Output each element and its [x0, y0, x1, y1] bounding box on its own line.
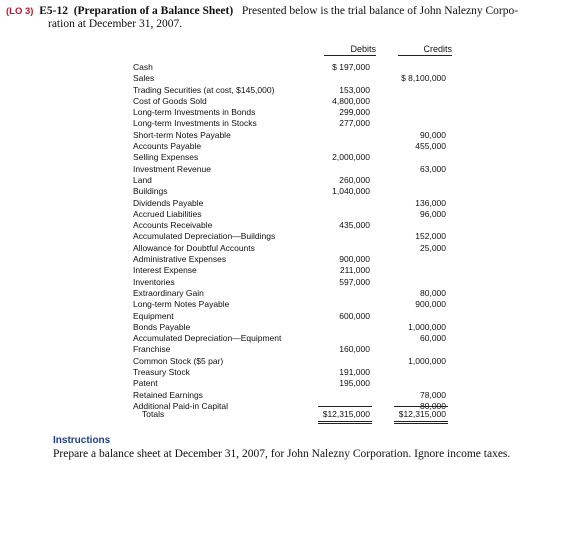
- account-name: Administrative Expenses: [133, 254, 227, 265]
- account-name: Accounts Payable: [133, 141, 202, 152]
- account-name: Inventories: [133, 276, 175, 287]
- trial-balance-row: [0, 243, 577, 254]
- exercise-header: [6, 5, 546, 18]
- debit-amount: 153,000: [339, 84, 370, 95]
- debit-amount: 260,000: [339, 174, 370, 185]
- credit-double-rule-top: [394, 421, 448, 422]
- instructions-text: Prepare a balance sheet at December 31, 2007, for John Nalezny Corporation. Ignore income taxes.: [53, 448, 511, 460]
- trial-balance-row: [0, 198, 577, 209]
- trial-balance-row: [0, 231, 577, 242]
- exercise-title: (Preparation of a Balance Sheet): [73, 5, 234, 17]
- debit-amount: 4,800,000: [332, 95, 370, 106]
- trial-balance-row: [0, 152, 577, 163]
- account-name: Cash: [133, 62, 153, 72]
- account-name: Franchise: [133, 344, 171, 355]
- debit-amount: 900,000: [339, 254, 370, 265]
- account-name: Accrued Liabilities: [133, 208, 202, 219]
- account-name: Interest Expense: [133, 265, 197, 276]
- instructions-heading: Instructions: [53, 435, 111, 446]
- credit-amount: 90,000: [420, 129, 446, 140]
- credit-amount: 136,000: [415, 197, 446, 208]
- debit-amount: 195,000: [339, 378, 370, 389]
- debit-amount: 277,000: [339, 118, 370, 129]
- trial-balance-row: [0, 288, 577, 299]
- trial-balance-row: [0, 73, 577, 84]
- credit-total-rule: [394, 406, 448, 407]
- trial-balance-row: [0, 96, 577, 107]
- account-name: Bonds Payable: [133, 321, 191, 332]
- trial-balance-row: [0, 107, 577, 118]
- debits-column-header: Debits: [324, 44, 376, 56]
- account-name: Accumulated Depreciation—Buildings: [133, 231, 276, 242]
- trial-balance-row: [0, 186, 577, 197]
- trial-balance-row: [0, 130, 577, 141]
- account-name: Extraordinary Gain: [133, 287, 204, 298]
- debit-amount: 1,040,000: [332, 186, 370, 197]
- exercise-number: E5-12: [39, 5, 68, 17]
- account-name: Dividends Payable: [133, 197, 204, 208]
- trial-balance-row: [0, 265, 577, 276]
- credit-amount: 900,000: [415, 299, 446, 310]
- trial-balance-row: [0, 299, 577, 310]
- credit-amount: 80,000: [420, 400, 446, 411]
- totals-debit: $12,315,000: [322, 409, 370, 419]
- credit-amount: 25,000: [420, 242, 446, 253]
- trial-balance-rows: [0, 62, 577, 412]
- trial-balance-row: [0, 85, 577, 96]
- debit-amount: 191,000: [339, 367, 370, 378]
- trial-balance-row: [0, 220, 577, 231]
- debit-amount: 299,000: [339, 107, 370, 118]
- trial-balance-row: [0, 62, 577, 73]
- credit-amount: 1,000,000: [408, 355, 446, 366]
- trial-balance-row: [0, 378, 577, 389]
- credit-amount: 63,000: [420, 163, 446, 174]
- trial-balance-row: [0, 311, 577, 322]
- totals-label: Totals: [142, 409, 165, 419]
- account-name: Land: [133, 174, 152, 185]
- credit-amount: 455,000: [415, 141, 446, 152]
- credit-double-rule-bottom: [394, 423, 448, 424]
- credits-column-header: Credits: [398, 44, 452, 56]
- account-name: Patent: [133, 378, 158, 389]
- trial-balance-row: [0, 333, 577, 344]
- trial-balance-row: [0, 254, 577, 265]
- learning-objective: (LO 3): [6, 6, 34, 17]
- credit-amount: 1,000,000: [408, 321, 446, 332]
- debit-double-rule-top: [318, 421, 372, 422]
- trial-balance-row: [0, 118, 577, 129]
- trial-balance-row: [0, 277, 577, 288]
- trial-balance-row: [0, 209, 577, 220]
- trial-balance-row: [0, 141, 577, 152]
- trial-balance-row: [0, 390, 577, 401]
- debit-amount: 600,000: [339, 310, 370, 321]
- intro-text-line2: ration at December 31, 2007.: [48, 18, 183, 30]
- debit-amount: 160,000: [339, 344, 370, 355]
- account-name: Investment Revenue: [133, 163, 211, 174]
- account-name: Sales: [133, 73, 155, 84]
- credit-amount: $ 8,100,000: [401, 73, 446, 84]
- debit-amount: 435,000: [339, 220, 370, 231]
- account-name: Long-term Notes Payable: [133, 299, 230, 310]
- debit-amount: 2,000,000: [332, 152, 370, 163]
- account-name: Retained Earnings: [133, 389, 203, 400]
- trial-balance-row: [0, 175, 577, 186]
- account-name: Accumulated Depreciation—Equipment: [133, 333, 282, 344]
- debit-amount: 597,000: [339, 276, 370, 287]
- account-name: Long-term Investments in Stocks: [133, 118, 257, 129]
- credit-amount: 78,000: [420, 389, 446, 400]
- debit-double-rule-bottom: [318, 423, 372, 424]
- trial-balance-row: [0, 367, 577, 378]
- debit-amount: 211,000: [339, 265, 370, 276]
- account-name: Trading Securities (at cost, $145,000): [133, 84, 275, 95]
- totals-row: [0, 408, 577, 421]
- trial-balance-row: [0, 344, 577, 355]
- credit-amount: 96,000: [420, 208, 446, 219]
- intro-text-line1: Presented below is the trial balance of John Nalezny Corpo-: [241, 5, 519, 17]
- trial-balance-row: [0, 322, 577, 333]
- account-name: Allowance for Doubtful Accounts: [133, 242, 255, 253]
- debit-amount: $ 197,000: [332, 62, 370, 72]
- totals-credit: $12,315,000: [398, 409, 446, 419]
- account-name: Equipment: [133, 310, 174, 321]
- account-name: Selling Expenses: [133, 152, 199, 163]
- account-name: Additional Paid-in Capital: [133, 400, 228, 411]
- account-name: Long-term Investments in Bonds: [133, 107, 256, 118]
- credit-amount: 152,000: [415, 231, 446, 242]
- trial-balance-row: [0, 164, 577, 175]
- account-name: Cost of Goods Sold: [133, 95, 207, 106]
- credit-amount: 80,000: [420, 287, 446, 298]
- account-name: Treasury Stock: [133, 367, 190, 378]
- account-name: Common Stock ($5 par): [133, 355, 224, 366]
- account-name: Short-term Notes Payable: [133, 129, 231, 140]
- debit-total-rule: [318, 406, 372, 407]
- credit-amount: 60,000: [420, 333, 446, 344]
- account-name: Buildings: [133, 186, 168, 197]
- trial-balance-row: [0, 356, 577, 367]
- account-name: Accounts Receivable: [133, 220, 213, 231]
